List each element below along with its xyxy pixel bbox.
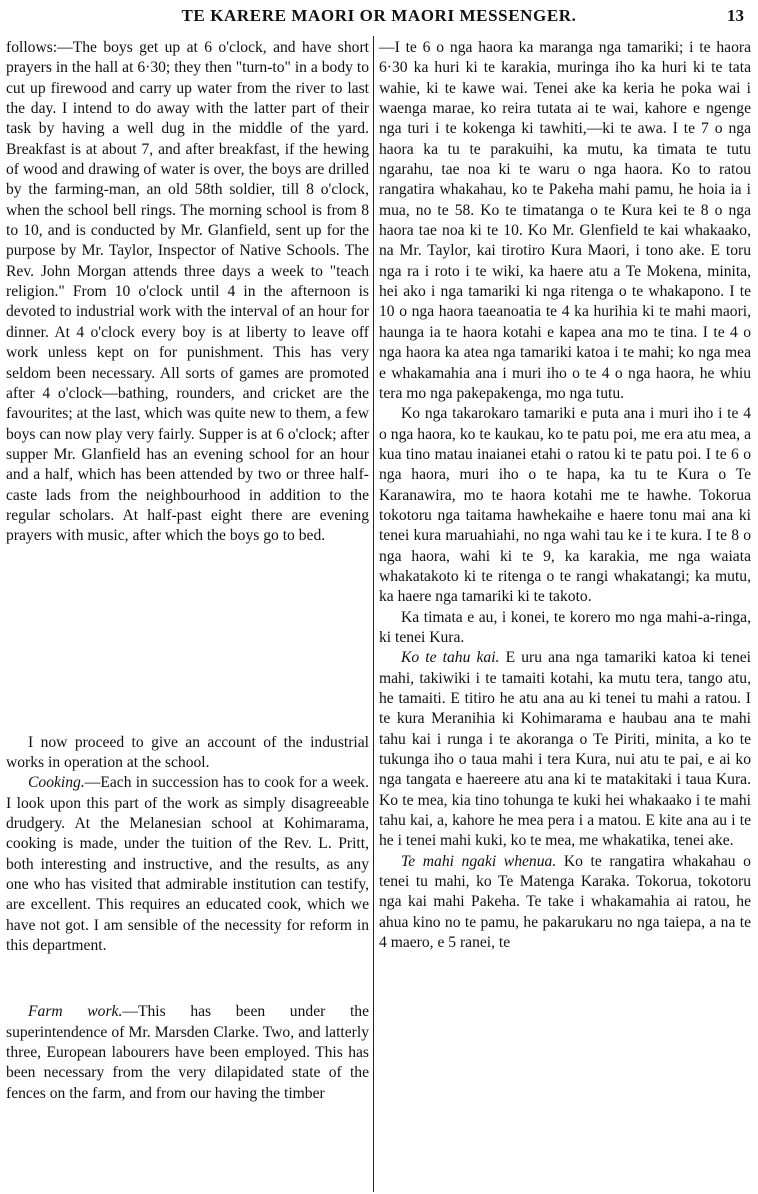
maori-column bbox=[379, 38, 751, 953]
farm-work-text: —This has been under the superintendence of Mr. Marsden Clarke. Two, and latterly three, European labourers have been employed. This has been necessary from the very dilapidated state of the fences on the farm, and from our having the timber bbox=[6, 1003, 369, 1102]
maori-paragraph-industrial: Ka timata e au, i konei, te korero mo nga mahi-a-ringa, ki tenei Kura. bbox=[379, 608, 751, 646]
cooking-text: —Each in succession has to cook for a week. I look upon this part of the work as simply disagreeable drudgery. At the Melanesian school at Kohimarama, cooking is made, under the tuition of the Rev. L. Pritt, both interesting and instructive, and the results, as any one who has visited that admirable institution can testify, are excellent. This requires an educated cook, which we have not got. I am sensible of the necessity for reform in this department. bbox=[6, 774, 369, 955]
tahu-kai-text: E uru ana nga tamariki katoa ki tenei mahi, takiwiki i te tamaiti kotahi, ka mutu tera, tango atu, he tamaiti. E titiro he atu ana au ki tenei tu mahi a ratou. I te kura Meranihia ki Kohimarama e haubau ana te mahi tahu kai i runga i te akoranga o Te Piriti, minita, a ko te tukunga iho o taua mahi i tera Kura, nui atu te pai, e ai ko nga tangata e haereere atu ana ki te matakitaki i taua Kura. Ko te mea, kia tino tohunga te kuki hei whakaako i te mahi tahu kai, a, kahore he mea pera i a matou. E kite ana au i te he i tenei mahi kuki, ko te mea, me whakatika, tenei ake. bbox=[379, 649, 751, 850]
english-column bbox=[6, 38, 369, 1104]
ngaki-whenua-heading: Te mahi ngaki whenua. bbox=[401, 852, 557, 870]
tahu-kai-heading: Ko te tahu kai. bbox=[401, 649, 500, 667]
column-spacer bbox=[6, 956, 369, 1002]
english-paragraph-industrial: I now proceed to give an account of the industrial works in operation at the school. bbox=[6, 733, 369, 771]
farm-work-heading: Farm work. bbox=[28, 1003, 123, 1021]
page-header bbox=[0, 6, 758, 32]
maori-paragraph-cooking bbox=[379, 648, 751, 851]
page-number: 13 bbox=[727, 6, 744, 25]
column-spacer bbox=[6, 547, 369, 733]
english-paragraph-farm bbox=[6, 1002, 369, 1104]
maori-paragraph-farm bbox=[379, 852, 751, 954]
maori-paragraph-games: Ko nga takarokaro tamariki e puta ana i muri iho i te 4 o nga haora, ko te kaukau, ko te patu poi, me era atu mea, a kua tino matau inaianei etahi o ratou ki te patu poi. I te 6 o nga haora, muri iho o te hapa, ka tu te Kura o Te Karanawira, mo te haora kotahi me te hawhe. Tokorua tokotoru nga taitama hawhekaihe e haere tonu mai ana ki tenei kura maruahiahi, no nga wahi tau ke i te kura. I te 8 o nga haora, wahi ki te 9, ka karakia, me nga waiata whakatakoto ki te ritenga o te rangi whakatangi; ka mutu, ka haere nga tamariki ki te takoto. bbox=[379, 405, 751, 606]
masthead-title: TE KARERE MAORI OR MAORI MESSENGER. bbox=[181, 6, 577, 25]
cooking-heading: Cooking. bbox=[28, 774, 85, 792]
english-paragraph-cooking bbox=[6, 773, 369, 956]
maori-paragraph-schedule: —I te 6 o nga haora ka maranga nga tamariki; i te haora 6·30 ka huri ki te karakia, muringa iho ka huri ki te tata wahie, ki te kawe wai. Tenei ake ka keria he poka wai i waenga marae, ko reira tutata ai te wai, kahore e ngenge nga turi i te kokenga ki tawhiti,—ki te awa. I te 7 o nga haora ka tu te parakuihi, ka mutu, ka timata te tutu ngarahu, tae noa ki te waru o nga haora. Ko to ratou rangatira whakahau, ko te Pakeha mahi pamu, he hoia ia i mua, no te 58. Ko te timatanga o te Kura kei te 8 o nga haora tae noa ki te 10. Ko Mr. Glenfield te kai whakaako, na Mr. Taylor, kai tirotiro Kura Maori, i tono ake. E toru nga ra i roto i te wiki, ka haere atu a Te Mokena, minita, hei ako i nga tamariki ki nga ritenga o te whakapono. I te 10 o nga haora taeanoatia te 4 ka hurihia ki te mahi maori, haunga ia te haora kotahi e kapea ana mo te tina. I te 4 o nga haora ka atea nga tamariki katoa i te mahi; ko nga mea e whakamahia ana i muri iho o te 4 o nga haora, he whiu tera mo nga pakepakenga, mo nga tutu. bbox=[379, 39, 751, 402]
ngaki-whenua-text: Ko te rangatira whakahau o tenei tu mahi, ko Te Matenga Karaka. Tokorua, tokotoru nga kai mahi Pakeha. Te take i whakamahia ai ratou, he ahua kino no te pamu, he pakarukaru no nga taiepa, a na te 4 maero, e 5 ranei, te bbox=[379, 852, 751, 952]
english-paragraph-schedule: follows:—The boys get up at 6 o'clock, and have short prayers in the hall at 6·30; they then "turn-to" in a body to cut up firewood and carry up water from the river to last the day. I intend to do away with the latter part of their task by having a well dug in the middle of the yard. Breakfast is at about 7, and after breakfast, if the hewing of wood and drawing of water is over, the boys are drilled by the farming-man, an old 58th soldier, till 8 o'clock, when the school bell rings. The morning school is from 8 to 10, and is conducted by Mr. Glanfield, sent up for the purpose by Mr. Taylor, Inspector of Native Schools. The Rev. John Morgan attends three days a week to "teach religion." From 10 o'clock until 4 in the afternoon is devoted to industrial work with the interval of an hour for dinner. At 4 o'clock every boy is at liberty to leave off work unless kept on for punishment. This has very seldom been necessary. All sorts of games are promoted after 4 o'clock—bathing, rounders, and cricket are the favourites; at the last, which was quite new to them, a few boys can now play very fairly. Supper is at 6 o'clock; after supper Mr. Glanfield has an evening school for an hour and a half, which has been attended by two or three half-caste lads from the neighbourhood in addition to the regular scholars. At half-past eight there are evening prayers with music, after which the boys go to bed. bbox=[6, 39, 369, 545]
column-divider bbox=[373, 36, 374, 1192]
